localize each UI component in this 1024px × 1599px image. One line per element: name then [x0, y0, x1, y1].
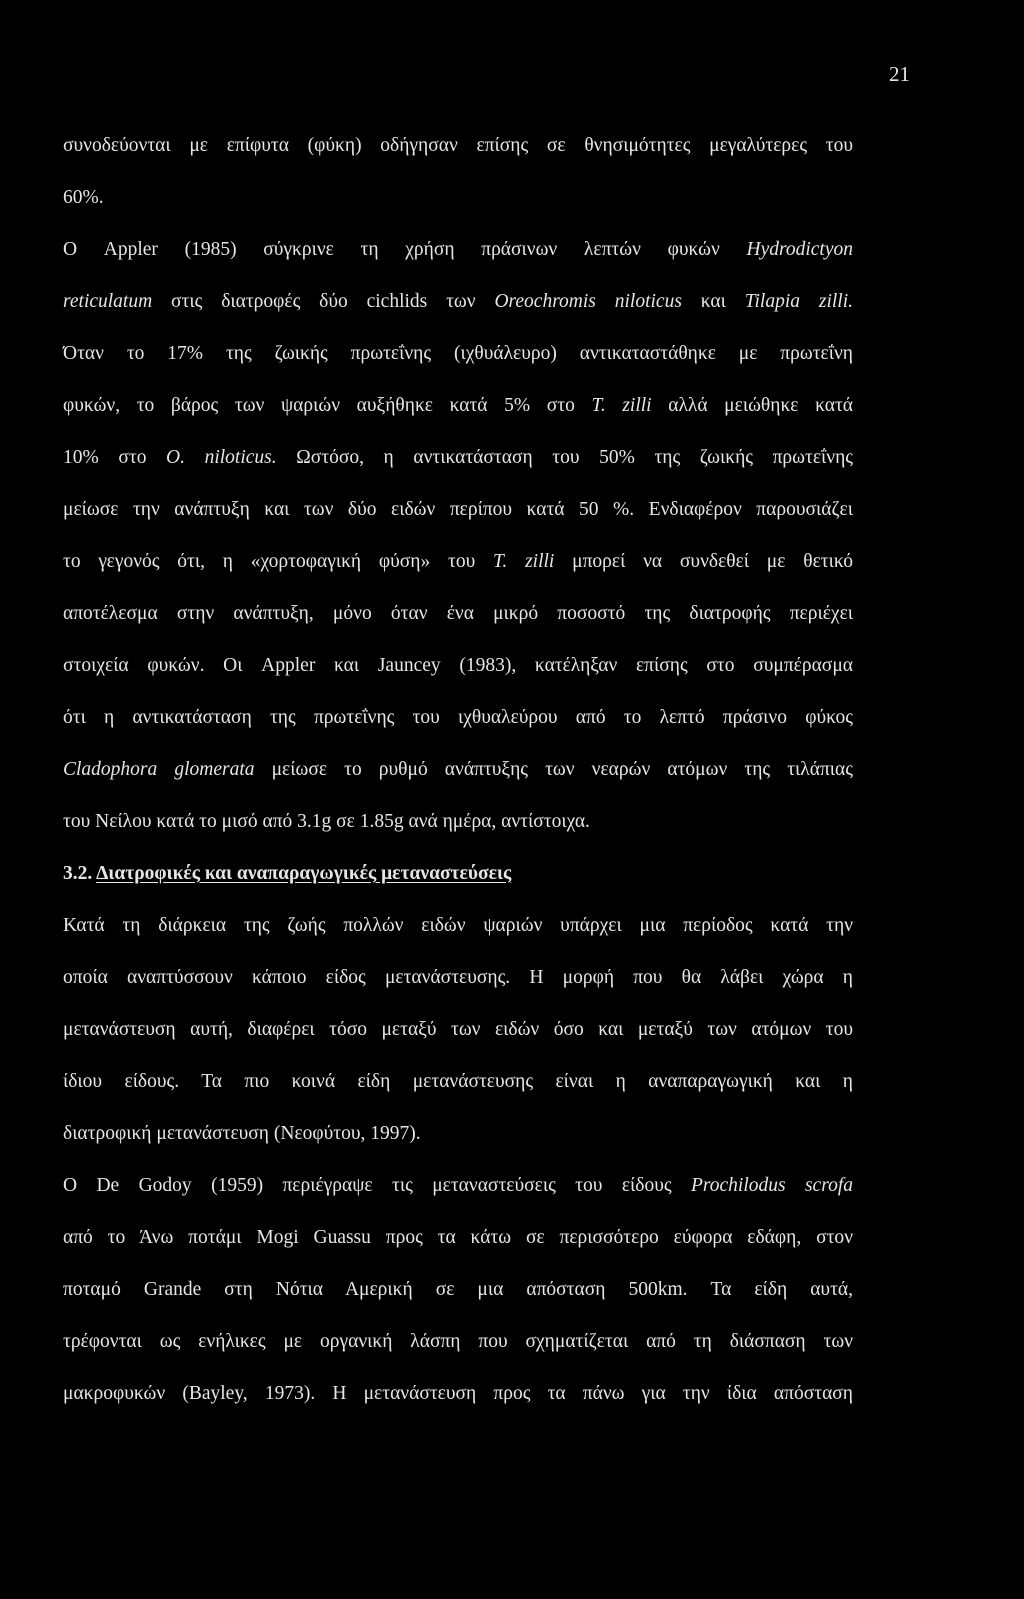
text-line-19: διατροφική μετανάστευση (Νεοφύτου, 1997). — [63, 1123, 421, 1144]
text-line-21: από το Άνω ποτάμι Mogi Guassu προς τα κάτω σε περισσότερο εύφορα εδάφη, στον — [63, 1227, 853, 1248]
text-line-22: ποταμό Grande στη Νότια Αμερική σε μια απόσταση 500km. Τα είδη αυτά, — [63, 1279, 853, 1300]
text-line-12: ότι η αντικατάσταση της πρωτεΐνης του ιχθυαλεύρου από το λεπτό πράσινο φύκος — [63, 707, 853, 728]
section-heading — [63, 862, 853, 886]
text-line-9: το γεγονός ότι, η «χορτοφαγική φύση» του Τ. zilli μπορεί να συνδεθεί με θετικό — [63, 551, 853, 572]
text-line-20: Ο De Godoy (1959) περιέγραψε τις μεταναστεύσεις του είδους Prochilodus scrofa — [63, 1175, 853, 1196]
section-number: 3.2. — [63, 863, 97, 884]
text-line-1: συνοδεύονται με επίφυτα (φύκη) οδήγησαν επίσης σε θνησιμότητες μεγαλύτερες του — [63, 135, 853, 156]
text-line-7: 10% στο O. niloticus. Ωστόσο, η αντικατάσταση του 50% της ζωικής πρωτεΐνης — [63, 447, 854, 468]
text-line-24: μακροφυκών (Bayley, 1973). Η μετανάστευση προς τα πάνω για την ίδια απόσταση — [63, 1383, 853, 1404]
species-name: O. niloticus. — [166, 447, 277, 468]
section-title: Διατροφικές και αναπαραγωγικές μεταναστεύσεις — [96, 863, 512, 884]
species-name: Hydrodictyon — [746, 239, 853, 260]
text-line-15: Κατά τη διάρκεια της ζωής πολλών ειδών ψαριών υπάρχει μια περίοδος κατά την — [63, 915, 853, 936]
species-name: reticulatum — [63, 291, 153, 312]
text-line-18: ίδιου είδους. Τα πιο κοινά είδη μετανάστευσης είναι η αναπαραγωγική και η — [63, 1071, 853, 1092]
text-line-4: reticulatum στις διατροφές δύο cichlids των Oreochromis niloticus και Tilapia zilli. — [63, 291, 853, 312]
text-line-8: μείωσε την ανάπτυξη και των δύο ειδών περίπου κατά 50 %. Ενδιαφέρον παρουσιάζει — [63, 499, 853, 520]
text-line-16: οποία αναπτύσσουν κάποιο είδος μετανάστευσης. Η μορφή που θα λάβει χώρα η — [63, 967, 853, 988]
species-name: Tilapia zilli. — [744, 291, 853, 312]
text-line-23: τρέφονται ως ενήλικες με οργανική λάσπη που σχηματίζεται από τη διάσπαση των — [63, 1331, 853, 1352]
text-line-17: μετανάστευση αυτή, διαφέρει τόσο μεταξύ των ειδών όσο και μεταξύ των ατόμων του — [63, 1019, 853, 1040]
text-line-10: αποτέλεσμα στην ανάπτυξη, μόνο όταν ένα μικρό ποσοστό της διατροφής περιέχει — [63, 603, 853, 624]
text-line-2: 60%. — [63, 187, 104, 208]
species-name: Prochilodus scrofa — [690, 1175, 853, 1196]
text-line-13: Cladophora glomerata μείωσε το ρυθμό ανάπτυξης των νεαρών ατόμων της τιλάπιας — [63, 759, 853, 780]
text-line-6: φυκών, το βάρος των ψαριών αυξήθηκε κατά 5% στο Τ. zilli αλλά μειώθηκε κατά — [63, 395, 854, 416]
species-name: Τ. zilli — [591, 395, 652, 416]
species-name: Τ. zilli — [493, 551, 555, 572]
species-name: Cladophora glomerata — [63, 759, 255, 780]
species-name: Oreochromis niloticus — [494, 291, 682, 312]
text-line-11: στοιχεία φυκών. Οι Appler και Jauncey (1983), κατέληξαν επίσης στο συμπέρασμα — [63, 655, 853, 676]
text-line-5: Όταν το 17% της ζωικής πρωτεΐνης (ιχθυάλευρο) αντικαταστάθηκε με πρωτεΐνη — [63, 343, 853, 364]
text-line-3: Ο Appler (1985) σύγκρινε τη χρήση πράσινων λεπτών φυκών Hydrodictyon — [63, 239, 853, 260]
text-line-14: του Νείλου κατά το μισό από 3.1g σε 1.85g ανά ημέρα, αντίστοιχα. — [63, 811, 590, 832]
page-number: 21 — [889, 62, 910, 86]
